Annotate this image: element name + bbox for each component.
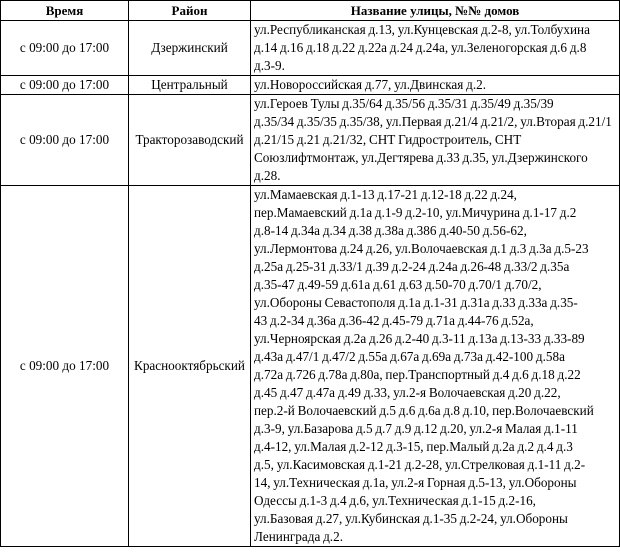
street-line: Союзлифтмонтаж, ул.Дегтярева д.33 д.35, ул.Дзержинского <box>254 150 588 165</box>
street-line: д.4-12, ул.Малая д.2-12 д.3-15, пер.Малый д.2а д.2 д.4 д.3 <box>254 439 573 454</box>
street-line: пер.Мамаевский д.1а д.1-9 д.2-10, ул.Мичурина д.1-17 д.2 <box>254 205 577 220</box>
table-row <box>1 21 620 76</box>
street-line: д.5, ул.Касимовская д.1-21 д.2-28, ул.Стрелковая д.1-11 д.2- <box>254 457 586 472</box>
streets-cell <box>251 186 620 547</box>
street-line: ул.Черноярская д.2а д.26 д.2-40 д.3-11 д.13а д.13-33 д.33-89 <box>254 331 585 346</box>
street-line: д.45 д.47 д.47а д.49 д.33, ул.2-я Волочаевская д.20 д.22, <box>254 385 561 400</box>
street-line: д.43а д.47/1 д.47/2 д.55а д.67а д.69а д.73а д.42-100 д.58а <box>254 349 565 364</box>
table-body <box>1 21 620 547</box>
district-cell: Центральный <box>129 76 251 95</box>
street-line: ул.Новороссийская д.77, ул.Двинская д.2. <box>254 77 487 92</box>
street-line: д.8-14 д.34а д.34 д.38 д.38а д.386 д.40-50 д.56-62, <box>254 223 527 238</box>
street-line: 43 д.2-34 д.36а д.36-42 д.45-79 д.71а д.44-76 д.52а, <box>254 313 534 328</box>
street-line: пер.2-й Волочаевский д.5 д.6 д.6а д.8 д.10, пер.Волочаевский <box>254 403 594 418</box>
street-line: ул.Мамаевская д.1-13 д.17-21 д.12-18 д.22 д.24, <box>254 187 517 202</box>
district-cell: Дзержинский <box>129 21 251 76</box>
district-cell: Тракторозаводский <box>129 95 251 186</box>
street-line: д.72а д.726 д.78а д.80а, пер.Транспортный д.4 д.6 д.18 д.22 <box>254 367 581 382</box>
table-row <box>1 95 620 186</box>
street-line: ул.Республиканская д.13, ул.Кунцевская д.2-8, ул.Толбухина <box>254 22 590 37</box>
streets-cell <box>251 21 620 76</box>
district-cell: Краснооктябрьский <box>129 186 251 547</box>
time-cell: с 09:00 до 17:00 <box>1 76 129 95</box>
streets-cell <box>251 76 620 95</box>
street-line: д.25а д.25-31 д.33/1 д.39 д.2-24 д.24а д.26-48 д.33/2 д.35а <box>254 259 570 274</box>
street-line: ул.Лермонтова д.24 д.26, ул.Волочаевская д.1 д.3 д.3а д.5-23 <box>254 241 589 256</box>
header-streets: Название улицы, №№ домов <box>251 1 620 21</box>
street-line: д.3-9, ул.Базарова д.5 д.7 д.9 д.12 д.20, ул.2-я Малая д.1-11 <box>254 421 578 436</box>
street-line: д.14 д.16 д.18 д.22 д.22а д.24 д.24а, ул.Зеленогорская д.6 д.8 <box>254 40 587 55</box>
table-row <box>1 76 620 95</box>
street-line: 14, ул.Техническая д.1а, ул.2-я Горная д.5-13, ул.Обороны <box>254 475 577 490</box>
streets-cell <box>251 95 620 186</box>
street-line: ул.Базовая д.27, ул.Кубинская д.1-35 д.2-24, ул.Обороны <box>254 511 568 526</box>
time-cell: с 09:00 до 17:00 <box>1 21 129 76</box>
street-line: д.3-9. <box>254 58 285 73</box>
street-line: ул.Героев Тулы д.35/64 д.35/56 д.35/31 д.35/49 д.35/39 <box>254 96 554 111</box>
time-cell: с 09:00 до 17:00 <box>1 186 129 547</box>
street-line: ул.Обороны Севастополя д.1а д.1-31 д.31а д.33 д.33а д.35- <box>254 295 578 310</box>
street-line: д.28. <box>254 168 281 183</box>
street-line: д.21/15 д.21 д.21/32, СНТ Гидростроитель, СНТ <box>254 132 522 147</box>
street-line: д.35-47 д.49-59 д.61а д.61 д.63 д.50-70 д.70/1 д.70/2, <box>254 277 542 292</box>
time-cell: с 09:00 до 17:00 <box>1 95 129 186</box>
header-row <box>1 1 620 21</box>
table-row <box>1 186 620 547</box>
street-line: д.35/34 д.35/35 д.35/38, ул.Первая д.21/4 д.21/2, ул.Вторая д.21/1 <box>254 114 612 129</box>
street-line: Ленинграда д.2. <box>254 529 343 544</box>
street-line: Одессы д.1-3 д.4 д.6, ул.Техническая д.1-15 д.2-16, <box>254 493 536 508</box>
header-time: Время <box>1 1 129 21</box>
header-district: Район <box>129 1 251 21</box>
